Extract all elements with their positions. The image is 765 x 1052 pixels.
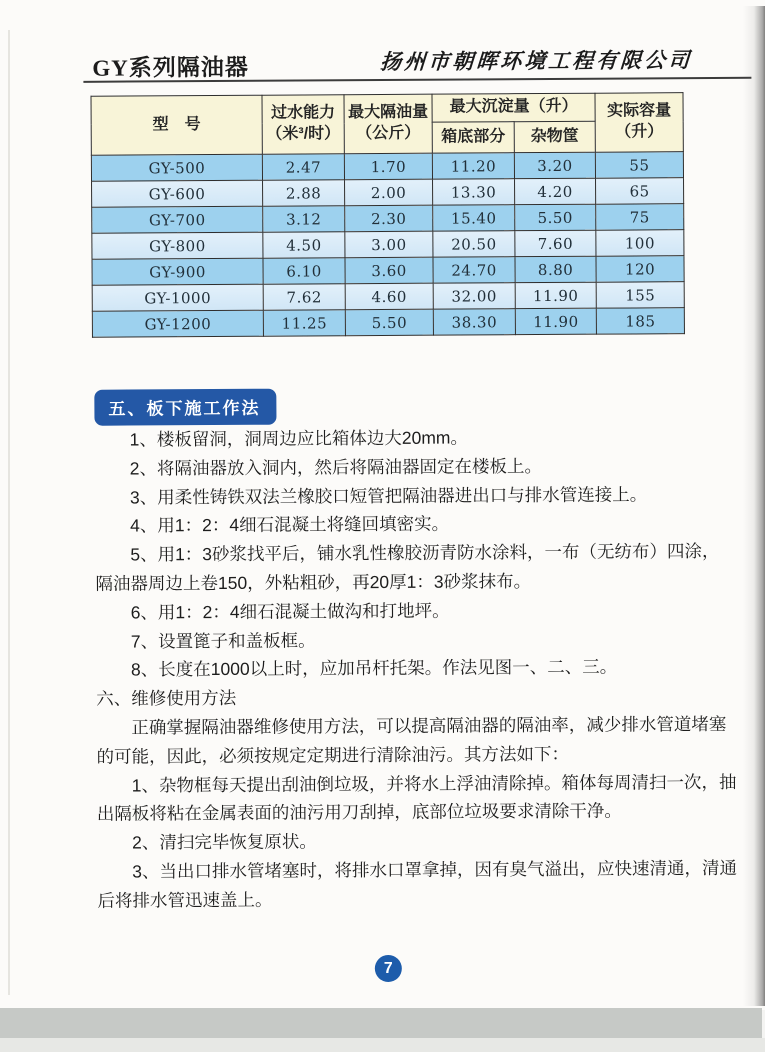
cell-max-oil: 4.60	[345, 283, 433, 310]
cell-flow: 11.25	[263, 310, 345, 337]
spec-table-header	[91, 93, 683, 156]
page-title: GY系列隔油器	[92, 54, 249, 81]
cell-max-oil: 5.50	[345, 309, 433, 336]
table-row	[92, 256, 684, 286]
section5-paragraph: 3、用柔性铸铁双法兰橡胶口短管把隔油器进出口与排水管连接上。	[129, 483, 648, 508]
section5-paragraph: 4、用1：2：4细石混凝土将缝回填密实。	[130, 513, 450, 536]
section6-paragraph: 1、杂物框每天提出刮油倒垃圾，并将水上浮油清除掉。箱体每周清扫一次，抽出隔板将粘在金属表面的油污用刀刮掉，底部位垃圾要求清除干净。	[96, 771, 737, 825]
cell-debris-basket: 7.60	[515, 230, 596, 256]
company-name: 扬州市朝晖环境工程有限公司	[379, 47, 694, 75]
col-header-max-oil: 最大隔油量 （公斤）	[344, 94, 432, 154]
cell-max-oil: 3.60	[345, 257, 433, 284]
spec-table	[90, 92, 684, 338]
table-row	[92, 230, 684, 260]
section6-paragraph: 2、清扫完毕恢复原状。	[131, 831, 317, 853]
spec-table-body	[91, 152, 684, 338]
cell-model: GY-1000	[92, 284, 263, 311]
cell-box-bottom: 32.00	[433, 283, 515, 310]
cell-capacity: 185	[596, 308, 684, 335]
cell-debris-basket: 11.90	[515, 282, 596, 308]
section6-heading: 六、维修使用方法	[96, 688, 237, 709]
col-header-capacity: 实际容量 （升）	[595, 93, 683, 153]
cell-max-oil: 1.70	[344, 153, 432, 180]
cell-flow: 3.12	[263, 206, 345, 233]
cell-box-bottom: 11.20	[432, 153, 514, 180]
section5-paragraph: 2、将隔油器放入洞内，然后将隔油器固定在楼板上。	[129, 455, 543, 479]
cell-debris-basket: 5.50	[515, 204, 596, 230]
scan-bottom-edge	[0, 1008, 762, 1038]
cell-model: GY-800	[92, 232, 263, 259]
cell-box-bottom: 20.50	[433, 231, 515, 258]
section5-paragraph: 1、楼板留洞，洞周边应比箱体边大20mm。	[129, 427, 469, 450]
cell-flow: 4.50	[263, 232, 345, 259]
section5-paragraph: 5、用1：3砂浆找平后，铺水乳性橡胶沥青防水涂料，一布（无纺布）四涂，隔油器周边上卷150，外粘粗砂，再20厚1：3砂浆抹布。	[95, 541, 720, 594]
cell-box-bottom: 38.30	[433, 309, 515, 336]
section6-paragraph: 正确掌握隔油器维修使用方法，可以提高隔油器的隔油率，减少排水管道堵塞的可能，因此，必须按规定定期进行清除油污。其方法如下：	[96, 713, 727, 767]
cell-model: GY-900	[92, 258, 263, 285]
cell-capacity: 75	[596, 204, 684, 231]
table-row	[92, 204, 684, 234]
cell-capacity: 100	[596, 230, 684, 257]
cell-debris-basket: 8.80	[515, 256, 596, 282]
cell-capacity: 65	[596, 178, 684, 205]
cell-max-oil: 3.00	[345, 231, 433, 258]
col-header-max-sediment: 最大沉淀量（升）	[432, 93, 595, 122]
cell-box-bottom: 24.70	[433, 257, 515, 284]
section5-paragraph: 8、长度在1000以上时，应加吊杆托架。作法见图一、二、三。	[130, 656, 618, 680]
scan-bottom-background	[0, 1038, 765, 1052]
body-text	[95, 422, 738, 915]
cell-debris-basket: 4.20	[515, 178, 596, 204]
page-number: 7	[383, 959, 393, 977]
cell-model: GY-700	[92, 206, 263, 233]
page-number-badge	[375, 955, 402, 982]
cell-flow: 6.10	[263, 258, 345, 285]
section5-badge: 五、板下施工作法	[94, 389, 276, 426]
cell-debris-basket: 11.90	[515, 308, 596, 334]
cell-model: GY-600	[92, 180, 263, 207]
col-header-debris-basket: 杂物筐	[514, 121, 595, 152]
cell-max-oil: 2.30	[345, 205, 433, 232]
scan-right-edge	[743, 6, 765, 1006]
col-header-box-bottom: 箱底部分	[432, 122, 514, 154]
cell-box-bottom: 15.40	[433, 205, 515, 232]
cell-flow: 2.88	[263, 180, 345, 207]
table-row	[91, 152, 683, 182]
cell-box-bottom: 13.30	[433, 179, 515, 206]
cell-debris-basket: 3.20	[514, 152, 595, 178]
section5-paragraph: 6、用1：2：4细石混凝土做沟和打地坪。	[130, 600, 450, 623]
cell-model: GY-1200	[92, 310, 263, 337]
cell-flow: 2.47	[262, 154, 344, 181]
col-header-flow: 过水能力 （米³/时）	[262, 95, 344, 154]
table-row	[92, 178, 684, 208]
cell-model: GY-500	[91, 154, 262, 181]
table-row	[92, 308, 684, 338]
section6-paragraph: 3、当出口排水管堵塞时，将排水口罩拿掉，因有臭气溢出，应快速清通，清通后将排水管迅速盖上。	[97, 857, 738, 911]
section5-paragraph: 7、设置篦子和盖板框。	[130, 629, 316, 652]
cell-capacity: 155	[596, 282, 684, 309]
col-header-model: 型 号	[91, 95, 262, 155]
cell-flow: 7.62	[263, 284, 345, 311]
cell-capacity: 55	[595, 152, 683, 179]
cell-max-oil: 2.00	[345, 179, 433, 206]
table-row	[92, 282, 684, 312]
cell-capacity: 120	[596, 256, 684, 283]
